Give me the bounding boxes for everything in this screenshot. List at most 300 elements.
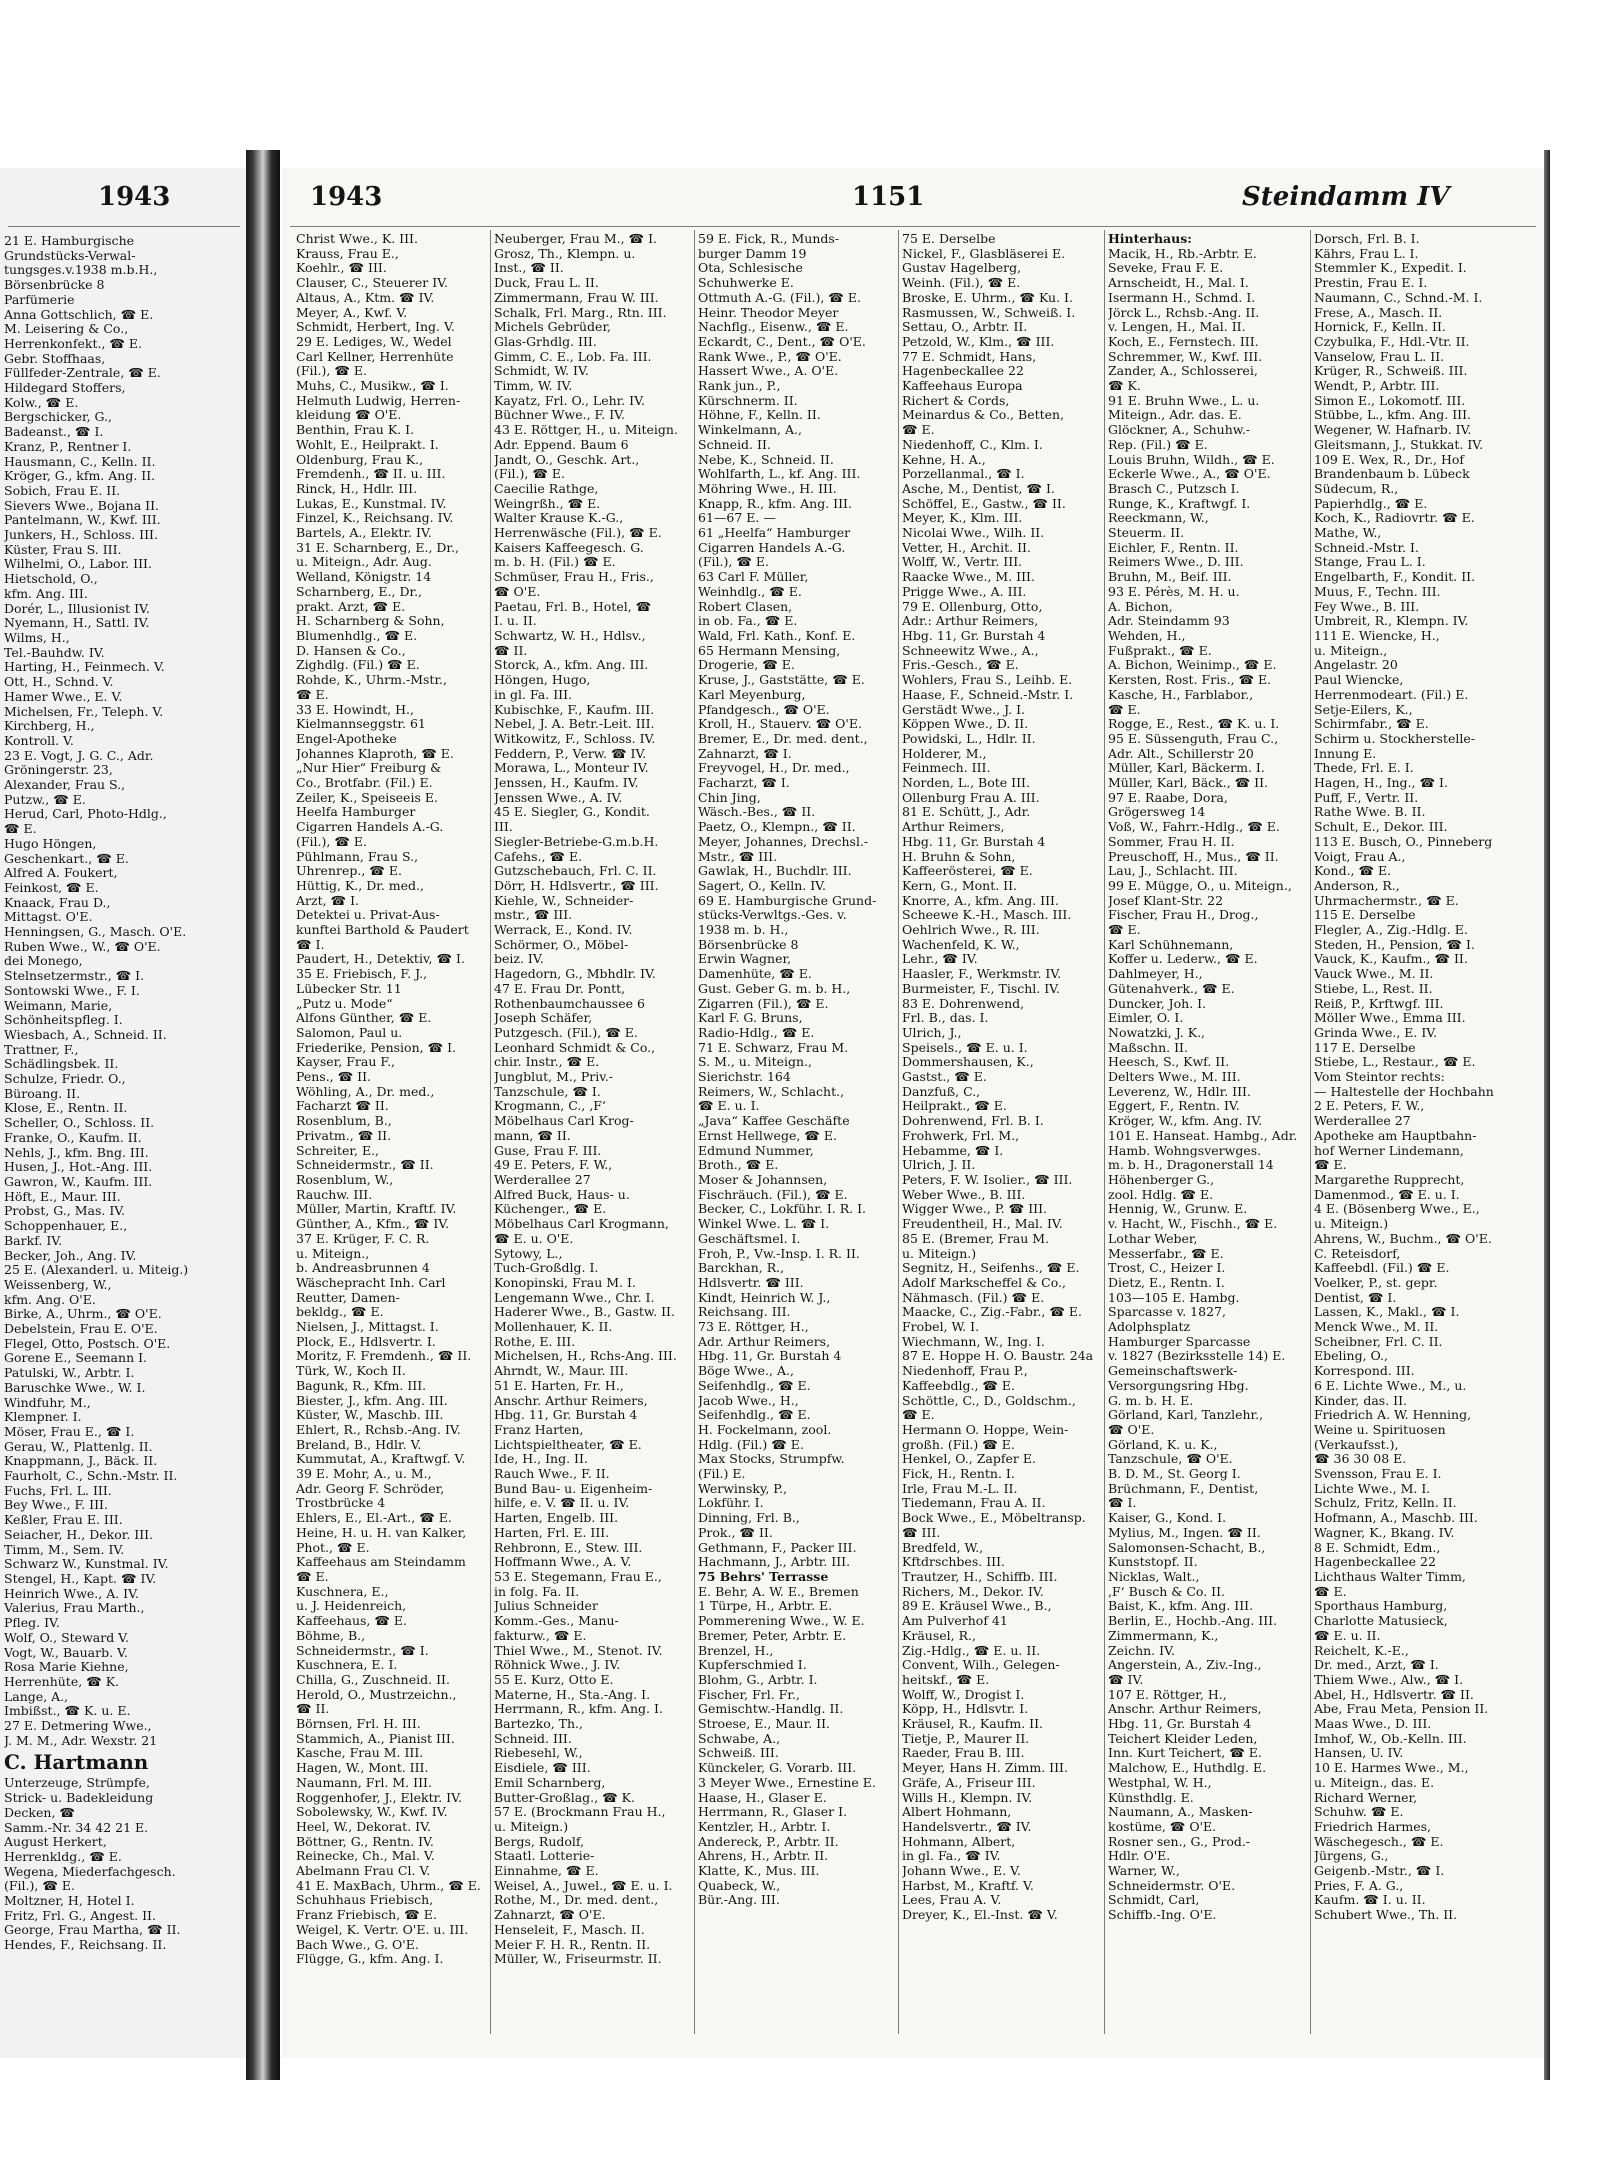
directory-entry-line: Pantelmann, W., Kwf. III. <box>4 513 161 528</box>
left-page <box>0 168 248 2058</box>
directory-entry-line: 91 E. Bruhn Wwe., L. u. <box>1108 393 1260 408</box>
right-page <box>282 168 1544 2058</box>
directory-entry-line: Ruben Wwe., W., ☎ O'E. <box>4 939 161 954</box>
directory-entry-line: Zeiler, K., Speiseeis E. <box>296 790 438 805</box>
directory-entry-line: Adolf Markscheffel & Co., <box>902 1275 1066 1290</box>
directory-entry-line: Speisels., ☎ E. u. I. <box>902 1040 1028 1055</box>
directory-entry-line: Patulski, W., Arbtr. I. <box>4 1366 135 1381</box>
directory-entry-line: m. b. H. (Fil.) ☎ E. <box>494 555 616 570</box>
directory-entry-line: Ott, H., Schnd. V. <box>4 675 114 690</box>
directory-entry-line: Wäsch.-Bes., ☎ II. <box>698 805 816 820</box>
directory-entry-line: Zighdlg. (Fil.) ☎ E. <box>296 658 420 673</box>
directory-entry-line: Görland, Karl, Tanzlehr., <box>1108 1408 1264 1423</box>
directory-entry-line: Powidski, L., Hdlr. II. <box>902 731 1036 746</box>
directory-entry-line: Dörr, H. Hdlsvertr., ☎ III. <box>494 878 659 893</box>
directory-entry-line: Schneewitz Wwe., A., <box>902 643 1039 658</box>
directory-entry-line: Brandenbaum b. Lübeck <box>1314 467 1470 482</box>
directory-entry-line: Reichsang. III. <box>698 1305 791 1320</box>
directory-entry-line: Alfred Buck, Haus- u. <box>494 1187 630 1202</box>
directory-entry-line: Robert Clasen, <box>698 599 793 614</box>
directory-entry-line: Paetau, Frl. B., Hotel, ☎ <box>494 599 652 614</box>
directory-entry-line: 89 E. Kräusel Wwe., B., <box>902 1599 1052 1614</box>
directory-entry-line: Apotheke am Hauptbahn- <box>1314 1128 1477 1143</box>
directory-entry-line: Nyemann, H., Sattl. IV. <box>4 616 150 631</box>
directory-entry-line: Cigarren Handels A.-G. <box>698 540 846 555</box>
directory-entry-line: III. <box>494 820 513 835</box>
directory-entry-line: Carl Kellner, Herrenhüte <box>296 349 454 364</box>
directory-entry-line: Kersten, Rost. Fris., ☎ E. <box>1108 673 1272 688</box>
directory-entry-line: Freyvogel, H., Dr. med., <box>698 761 850 776</box>
directory-entry-line: Damenhüte, ☎ E. <box>698 967 812 982</box>
directory-entry-line: Eckerle Wwe., A., ☎ O'E. <box>1108 467 1271 482</box>
directory-entry-line: Dommershausen, K., <box>902 1055 1034 1070</box>
directory-entry-line: Preuschoff, H., Mus., ☎ II. <box>1108 849 1279 864</box>
directory-entry-line: Kürschnerm. II. <box>698 393 798 408</box>
directory-entry-line: Herud, Carl, Photo-Hdlg., <box>4 807 167 822</box>
directory-entry-line: Kunststopf. II. <box>1108 1555 1198 1570</box>
directory-entry-line: Wäschepracht Inh. Carl <box>296 1275 446 1290</box>
directory-entry-line: Hbg. 11, Gr. Burstah 4 <box>494 1408 638 1423</box>
directory-entry-line: Chilla, G., Zuschneid. II. <box>296 1672 450 1687</box>
directory-entry-line: Warner, W., <box>1108 1864 1180 1879</box>
column-rule <box>1310 230 1311 2034</box>
directory-entry-line: Herrenkonfekt., ☎ E. <box>4 336 143 351</box>
directory-entry-line: Herrmann, R., Glaser I. <box>698 1805 848 1820</box>
directory-entry-line: 37 E. Krüger, F. C. R. <box>296 1231 430 1246</box>
directory-entry-line: Sporthaus Hamburg, <box>1314 1599 1448 1614</box>
directory-entry-line: ☎ E. <box>296 687 329 702</box>
directory-entry-line: Kehne, H. A., <box>902 452 986 467</box>
directory-entry-line: ☎ E. <box>1314 1158 1347 1173</box>
directory-entry-line: Rauch Wwe., F. II. <box>494 1467 610 1482</box>
directory-entry-line: Eichler, F., Rentn. II. <box>1108 540 1239 555</box>
directory-entry-line: Hinterhaus: <box>1108 232 1192 246</box>
directory-entry-line: Wald, Frl. Kath., Konf. E. <box>698 628 856 643</box>
directory-entry-line: Tiedemann, Frau A. II. <box>902 1496 1046 1511</box>
directory-entry-line: Blohm, G., Arbtr. I. <box>698 1672 818 1687</box>
directory-entry-line: Albert Hohmann, <box>902 1805 1012 1820</box>
directory-entry-line: Becker, Joh., Ang. IV. <box>4 1248 137 1263</box>
directory-entry-line: Reimers, W., Schlacht., <box>698 1084 845 1099</box>
directory-entry-line: Steuerm. II. <box>1108 526 1185 541</box>
directory-entry-line: ☎ IV. <box>1108 1672 1144 1687</box>
directory-entry-line: Harten, Engelb. III. <box>494 1511 619 1526</box>
directory-entry-line: Kiehle, W., Schneider- <box>494 893 634 908</box>
directory-entry-line: Möbelhaus Carl Krogmann, <box>494 1217 669 1232</box>
directory-entry-line: Gütenahverk., ☎ E. <box>1108 981 1235 996</box>
directory-entry-line: Stiebe, L., Rest. II. <box>1314 981 1433 996</box>
directory-entry-line: Imbißst., ☎ K. u. E. <box>4 1704 131 1719</box>
directory-entry-line: Lassen, K., Makl., ☎ I. <box>1314 1305 1460 1320</box>
directory-entry-line: Schuhw. ☎ E. <box>1314 1805 1404 1820</box>
directory-entry-line: Stange, Frau L. I. <box>1314 555 1426 570</box>
directory-entry-line: Bock Wwe., E., Möbeltransp. <box>902 1511 1086 1526</box>
directory-entry-line: Fischräuch. (Fil.), ☎ E. <box>698 1187 848 1202</box>
directory-entry-line: 99 E. Mügge, O., u. Miteign., <box>1108 878 1292 893</box>
directory-entry-line: Pfleg. IV. <box>4 1616 60 1631</box>
page-number: 1151 <box>852 182 925 212</box>
directory-entry-line: 33 E. Howindt, H., <box>296 702 414 717</box>
directory-entry-line: Kruse, J., Gaststätte, ☎ E. <box>698 673 865 688</box>
directory-entry-line: Edmund Nummer, <box>698 1143 814 1158</box>
directory-entry-line: Damenmod., ☎ E. u. I. <box>1314 1187 1460 1202</box>
directory-entry-line: 77 E. Schmidt, Hans, <box>902 349 1037 364</box>
directory-entry-line: Gemeinschaftswerk- <box>1108 1364 1238 1379</box>
directory-entry-line: Scheibner, Frl. C. II. <box>1314 1334 1443 1349</box>
directory-entry-line: Schuhhaus Friebisch, <box>296 1893 434 1908</box>
directory-entry-line: Heilprakt., ☎ E. <box>902 1099 1007 1114</box>
directory-entry-line: Kaffeerösterei, ☎ E. <box>902 864 1033 879</box>
directory-entry-line: Oldenburg, Frau K., <box>296 452 424 467</box>
directory-entry-line: Asche, M., Dentist, ☎ I. <box>902 481 1055 496</box>
directory-entry-line: Raeder, Frau B. III. <box>902 1746 1025 1761</box>
directory-entry-line: Werderallee 27 <box>494 1173 591 1187</box>
directory-entry-line: Windfuhr, M., <box>4 1395 91 1410</box>
directory-entry-line: Schulz, Fritz, Kelln. II. <box>1314 1496 1457 1511</box>
directory-entry-line: (Fil.), ☎ E. <box>296 834 367 849</box>
directory-entry-line: Biester, J., kfm. Ang. III. <box>296 1393 448 1408</box>
directory-entry-line: Küchenger., ☎ E. <box>494 1202 607 1217</box>
directory-entry-line: Froh, P., Vw.-Insp. I. R. II. <box>698 1246 860 1261</box>
directory-entry-line: Leverenz, W., Hdlr. III. <box>1108 1084 1251 1099</box>
directory-entry-line: Meyer, Johannes, Drechsl.- <box>698 834 869 849</box>
directory-entry-line: Böttner, G., Rentn. IV. <box>296 1834 434 1849</box>
directory-entry-line: Nähmasch. (Fil.) ☎ E. <box>902 1290 1045 1305</box>
directory-entry-line: Facharzt ☎ II. <box>296 1099 389 1114</box>
directory-entry-line: Knappmann, J., Bäck. II. <box>4 1454 158 1469</box>
directory-entry-line: 6 E. Lichte Wwe., M., u. <box>1314 1378 1467 1393</box>
directory-entry-line: Storck, A., kfm. Ang. III. <box>494 658 649 673</box>
directory-entry-line: Tanzschule, ☎ I. <box>494 1084 601 1099</box>
directory-entry-line: I. u. II. <box>494 614 537 629</box>
directory-entry-line: Möller Wwe., Emma III. <box>1314 1011 1466 1026</box>
directory-entry-line: Herrenhüte, ☎ K. <box>4 1674 120 1689</box>
directory-entry-line: Salomon, Paul u. <box>296 1025 403 1040</box>
directory-entry-line: Ottmuth A.-G. (Fil.), ☎ E. <box>698 290 861 305</box>
directory-entry-line: Grundstücks-Verwal- <box>4 248 136 263</box>
directory-entry-line: Schiffb.-Ing. O'E. <box>1108 1908 1217 1923</box>
directory-entry-line: Vom Steintor rechts: <box>1314 1070 1445 1085</box>
directory-entry-line: Zahnarzt, ☎ I. <box>698 746 792 761</box>
directory-entry-line: Einnahme, ☎ E. <box>494 1864 599 1879</box>
directory-entry-line: 109 E. Wex, R., Dr., Hof <box>1314 452 1465 467</box>
directory-entry-line: Dentist, ☎ I. <box>1314 1290 1397 1305</box>
directory-entry-line: Segnitz, H., Seifenhs., ☎ E. <box>902 1261 1080 1276</box>
directory-entry-line: Schneid.-Mstr. I. <box>1314 540 1419 555</box>
directory-entry-line: Haase, F., Schneid.-Mstr. I. <box>902 687 1074 702</box>
directory-entry-line: Uhrmachermstr., ☎ E. <box>1314 893 1459 908</box>
directory-entry-line: Zeichn. IV. <box>1108 1643 1175 1658</box>
directory-entry-line: Scharnberg, E., Dr., <box>296 584 423 599</box>
directory-entry-line: Max Stocks, Strumpfw. <box>698 1452 845 1467</box>
directory-entry-line: Alfred A. Foukert, <box>4 866 118 881</box>
directory-entry-line: u. Miteign., <box>1314 643 1388 658</box>
directory-entry-line: Lothar Weber, <box>1108 1231 1198 1246</box>
directory-entry-line: Reeckmann, W., <box>1108 511 1209 526</box>
directory-entry-line: Mollenhauer, K. II. <box>494 1320 613 1335</box>
directory-entry-line: Rep. (Fil.) ☎ E. <box>1108 437 1208 452</box>
directory-entry-line: Porzellanmal., ☎ I. <box>902 467 1025 482</box>
directory-entry-line: Vetter, H., Archit. II. <box>902 540 1031 555</box>
directory-entry-line: Küster, W., Maschb. III. <box>296 1408 444 1423</box>
directory-entry-line: Sievers Wwe., Bojana II. <box>4 498 160 513</box>
directory-entry-line: Sierichstr. 164 <box>698 1070 791 1085</box>
directory-entry-line: Jörck L., Rchsb.-Ang. II. <box>1108 305 1260 320</box>
directory-entry-line: Rinck, H., Hdlr. III. <box>296 481 418 496</box>
directory-entry-line: Putzgesch. (Fil.), ☎ E. <box>494 1025 638 1040</box>
directory-entry-line: Abelmann Frau Cl. V. <box>296 1864 431 1879</box>
directory-entry-line: Reichelt, K.-E., <box>1314 1643 1409 1658</box>
directory-entry-line: Settau, O., Arbtr. II. <box>902 320 1028 335</box>
directory-entry-line: Moritz, F. Fremdenh., ☎ II. <box>296 1349 472 1364</box>
directory-entry-line: Gebr. Stoffhaas, <box>4 351 106 366</box>
directory-entry-line: Delters Wwe., M. III. <box>1108 1070 1241 1085</box>
directory-entry-line: Abel, H., Hdlsvertr. ☎ II. <box>1314 1687 1474 1702</box>
directory-entry-line: Nowatzki, J. K., <box>1108 1025 1206 1040</box>
directory-entry-line: Hbg. 11, Gr. Burstah 4 <box>698 1349 842 1364</box>
directory-entry-line: Bach Wwe., G. O'E. <box>296 1937 419 1952</box>
directory-entry-line: Friederike, Pension, ☎ I. <box>296 1040 457 1055</box>
directory-entry-line: Fuchs, Frl. L. III. <box>4 1483 112 1498</box>
directory-entry-line: ☎ E. <box>1108 923 1141 938</box>
directory-entry-line: Altaus, A., Ktm. ☎ IV. <box>296 290 435 305</box>
directory-entry-line: Rosenblum, W., <box>296 1173 394 1187</box>
directory-entry-line: Hendes, F., Reichsang. II. <box>4 1938 167 1953</box>
directory-entry-line: Kasche, Frau M. III. <box>296 1746 424 1761</box>
directory-entry-line: Alexander, Frau S., <box>4 778 126 793</box>
directory-entry-line: Gethmann, F., Packer III. <box>698 1540 857 1555</box>
directory-entry-line: Sobich, Frau E. II. <box>4 483 121 498</box>
directory-entry-line: Ulrich, J. II. <box>902 1158 976 1173</box>
directory-entry-line: Reimers Wwe., D. III. <box>1108 555 1244 570</box>
directory-entry-line: Füllfeder-Zentrale, ☎ E. <box>4 366 161 381</box>
directory-entry-line: Kaffeehaus Europa <box>902 379 1023 394</box>
directory-entry-line: Hermann O. Hoppe, Wein- <box>902 1422 1069 1437</box>
directory-entry-line: Weingrßh., ☎ E. <box>494 496 601 511</box>
directory-entry-line: Ahrens, H., Arbtr. II. <box>698 1849 829 1864</box>
directory-entry-line: Eisdiele, ☎ III. <box>494 1761 591 1776</box>
directory-entry-line: Kaufm. ☎ I. u. II. <box>1314 1893 1426 1908</box>
directory-entry-line: Lichte Wwe., M. I. <box>1314 1481 1431 1496</box>
directory-entry-line: Mathe, W., <box>1314 526 1382 541</box>
directory-entry-line: Hildegard Stoffers, <box>4 381 126 396</box>
directory-entry-line: Caecilie Rathge, <box>494 481 599 496</box>
directory-entry-line: Hornick, F., Kelln. II. <box>1314 320 1446 335</box>
directory-entry-line: Eimler, O. I. <box>1108 1011 1184 1026</box>
directory-entry-line: Ulrich, J., <box>902 1025 962 1040</box>
directory-entry-line: ☎ III. <box>902 1525 941 1540</box>
directory-entry-line: Eggert, F., Rentn. IV. <box>1108 1099 1240 1114</box>
directory-entry-line: Knorre, A., kfm. Ang. III. <box>902 893 1059 908</box>
directory-entry-line: Scheller, O., Schloss. II. <box>4 1116 155 1131</box>
directory-entry-line: Seifenhdlg., ☎ E. <box>698 1378 811 1393</box>
directory-entry-line: Macik, H., Rb.-Arbtr. E. <box>1108 246 1257 261</box>
directory-entry-line: Staatl. Lotterie- <box>494 1849 595 1864</box>
directory-entry-line: u. Miteign.) <box>494 1819 569 1834</box>
directory-entry-line: 1938 m. b. H., <box>698 923 789 938</box>
directory-entry-line: u. Miteign., <box>296 1246 370 1261</box>
directory-entry-line: Pfandgesch., ☎ O'E. <box>698 702 830 717</box>
directory-entry-line: mstr., ☎ III. <box>494 908 573 923</box>
directory-entry-line: Peters, F. W. Isolier., ☎ III. <box>902 1173 1073 1187</box>
directory-entry-line: in gl. Fa. III. <box>494 687 572 702</box>
directory-entry-line: C. Reteisdorf, <box>1314 1246 1401 1261</box>
directory-entry-line: Schulze, Friedr. O., <box>4 1072 126 1087</box>
directory-entry-line: Keßler, Frau E. III. <box>4 1513 123 1528</box>
directory-entry-line: Prestin, Frau E. I. <box>1314 276 1428 291</box>
directory-entry-line: Hdlg. (Fil.) ☎ E. <box>698 1437 804 1452</box>
directory-entry-line: Miteign., Adr. das. E. <box>1108 408 1242 423</box>
directory-entry-line: Schneid. III. <box>494 1731 572 1746</box>
directory-entry-line: Roggenhofer, J., Elektr. IV. <box>296 1790 462 1805</box>
directory-entry-line: Cigarren Handels A.-G. <box>296 820 444 835</box>
directory-entry-line: 107 E. Röttger, H., <box>1108 1687 1227 1702</box>
directory-entry-line: Rank Wwe., P., ☎ O'E. <box>698 349 842 364</box>
directory-entry-line: Dorsch, Frl. B. I. <box>1314 232 1420 246</box>
directory-entry-line: Hagen, W., Mont. III. <box>296 1761 429 1776</box>
directory-entry-line: Wendt, P., Arbtr. III. <box>1314 379 1440 394</box>
directory-entry-line: Nebe, K., Schneid. II. <box>698 452 834 467</box>
directory-entry-line: Hamburger Sparcasse <box>1108 1334 1251 1349</box>
directory-entry-line: kfm. Ang. O'E. <box>4 1292 96 1307</box>
directory-entry-line: Rosa Marie Kiehne, <box>4 1660 129 1675</box>
directory-entry-line: Kontroll. V. <box>4 733 74 748</box>
directory-entry-line: Friedrich Harmes, <box>1314 1819 1432 1834</box>
directory-entry-line: Muhs, C., Musikw., ☎ I. <box>296 379 449 394</box>
directory-entry-line: Müller, Karl, Bäckerm. I. <box>1108 761 1265 776</box>
directory-entry-line: Samm.-Nr. 34 42 21 E. <box>4 1820 149 1835</box>
directory-entry-line: Hebamme, ☎ I. <box>902 1143 1004 1158</box>
directory-entry-line: Welland, Königstr. 14 <box>296 570 432 585</box>
directory-entry-line: Ahrens, W., Buchm., ☎ O'E. <box>1314 1231 1492 1246</box>
directory-entry-line: Böge Wwe., A., <box>698 1364 794 1379</box>
directory-entry-line: Wohlt, E., Heilprakt. I. <box>296 437 439 452</box>
directory-entry-line: Josef Klant-Str. 22 <box>1108 893 1224 908</box>
directory-entry-line: Börsenbrücke 8 <box>4 278 105 293</box>
directory-entry-line: ☎ II. <box>494 643 528 658</box>
directory-entry-line: Rothe, E. III. <box>494 1334 576 1349</box>
directory-entry-line: Detektei u. Privat-Aus- <box>296 908 440 923</box>
directory-entry-line: Bey Wwe., F. III. <box>4 1498 108 1513</box>
directory-entry-line: 10 E. Harmes Wwe., M., <box>1314 1761 1469 1776</box>
directory-entry-line: Lichtspieltheater, ☎ E. <box>494 1437 642 1452</box>
directory-entry-line: Küster, Frau S. III. <box>4 542 122 557</box>
directory-column-6 <box>1314 232 1530 2038</box>
directory-entry-line: Pries, F. A. G., <box>1314 1878 1404 1893</box>
directory-entry-line: Muus, F., Techn. III. <box>1314 584 1441 599</box>
directory-entry-line: Röhnick Wwe., J. IV. <box>494 1658 621 1673</box>
directory-entry-line: 69 E. Hamburgische Grund- <box>698 893 877 908</box>
directory-entry-line: Kayatz, Frl. O., Lehr. IV. <box>494 393 645 408</box>
directory-entry-line: Phot., ☎ E. <box>296 1540 370 1555</box>
directory-entry-line: Drogerie, ☎ E. <box>698 658 795 673</box>
directory-entry-line: Prigge Wwe., A. III. <box>902 584 1027 599</box>
directory-entry-line: Dietz, E., Rentn. I. <box>1108 1275 1225 1290</box>
directory-entry-line: Nachflg., Eisenw., ☎ E. <box>698 320 849 335</box>
directory-entry-line: H. Scharnberg & Sohn, <box>296 614 445 629</box>
directory-entry-line: Radio-Hdlg., ☎ E. <box>698 1025 815 1040</box>
directory-entry-line: Lehr., ☎ IV. <box>902 952 978 967</box>
directory-entry-line: Schörmer, O., Möbel- <box>494 937 629 952</box>
directory-entry-line: Winkel Wwe. L. ☎ I. <box>698 1217 830 1232</box>
directory-entry-line: Wagner, K., Bkang. IV. <box>1314 1525 1455 1540</box>
directory-entry-line: Fremdenh., ☎ II. u. III. <box>296 467 446 482</box>
directory-entry-line: Büchner Wwe., F. IV. <box>494 408 625 423</box>
directory-entry-line: 27 E. Detmering Wwe., <box>4 1719 152 1734</box>
directory-entry-line: „Putz u. Mode“ <box>296 996 393 1011</box>
directory-entry-line: u. Miteign.) <box>1314 1217 1389 1232</box>
directory-entry-line: Cafehs., ☎ E. <box>494 849 583 864</box>
directory-entry-line: „Java“ Kaffee Geschäfte <box>698 1114 850 1129</box>
directory-entry-line: 79 E. Ollenburg, Otto, <box>902 599 1043 614</box>
directory-entry-line: burger Damm 19 <box>698 246 807 261</box>
directory-entry-line: Stelnsetzermstr., ☎ I. <box>4 969 145 984</box>
directory-entry-line: Pens., ☎ II. <box>296 1070 372 1085</box>
directory-entry-line: Badeanst., ☎ I. <box>4 425 104 440</box>
directory-entry-line: Herold, O., Mustrzeichn., <box>296 1687 457 1702</box>
directory-entry-line: Gräfe, A., Friseur III. <box>902 1775 1036 1790</box>
directory-entry-line: Lau, J., Schlacht. III. <box>1108 864 1238 879</box>
directory-entry-line: Fris.-Gesch., ☎ E. <box>902 658 1019 673</box>
directory-entry-line: Paetz, O., Klempn., ☎ II. <box>698 820 856 835</box>
directory-entry-line: Adolphsplatz <box>1108 1320 1191 1335</box>
directory-entry-line: Kftdrschbes. III. <box>902 1555 1005 1570</box>
directory-entry-line: Bruhn, M., Beif. III. <box>1108 570 1232 585</box>
directory-entry-line: Kern, G., Mont. II. <box>902 878 1018 893</box>
directory-entry-line: Schönheitspfleg. I. <box>4 1013 123 1028</box>
directory-entry-line: v. Lengen, H., Mal. II. <box>1108 320 1246 335</box>
directory-entry-line: Wolff, W., Drogist I. <box>902 1687 1025 1702</box>
directory-entry-line: Gröningerstr. 23, <box>4 763 113 778</box>
directory-entry-line: Görland, K. u. K., <box>1108 1437 1218 1452</box>
directory-entry-line: Richard Werner, <box>1314 1790 1418 1805</box>
directory-entry-line: A. Bichon, Weinimp., ☎ E. <box>1108 658 1277 673</box>
directory-entry-line: Neuberger, Frau M., ☎ I. <box>494 232 658 246</box>
directory-entry-line: Lengemann Wwe., Chr. I. <box>494 1290 655 1305</box>
directory-entry-line: H. Bruhn & Sohn, <box>902 849 1016 864</box>
directory-entry-line: Duck, Frau L. II. <box>494 276 599 291</box>
directory-entry-line: ☎ E. u. I. <box>698 1099 760 1114</box>
directory-entry-line: Engelbarth, F., Kondit. II. <box>1314 570 1476 585</box>
directory-entry-line: dei Monego, <box>4 954 83 969</box>
directory-entry-line: Birke, A., Uhrm., ☎ O'E. <box>4 1307 162 1322</box>
directory-entry-line: Jungblut, M., Priv.- <box>494 1070 614 1085</box>
directory-entry-line: u. Miteign.) <box>902 1246 977 1261</box>
directory-entry-line: Stammich, A., Pianist III. <box>296 1731 455 1746</box>
directory-entry-line: Stiebe, L., Restaur., ☎ E. <box>1314 1055 1476 1070</box>
directory-entry-line: Krogmann, C., ‚F‘ <box>494 1099 606 1114</box>
directory-entry-line: 2 E. Peters, F. W., <box>1314 1099 1425 1114</box>
directory-entry-line: 43 E. Röttger, H., u. Miteign. <box>494 423 678 438</box>
directory-entry-line: Franz Friebisch, ☎ E. <box>296 1908 437 1923</box>
directory-entry-line: Schöttle, C., D., Goldschm., <box>902 1393 1076 1408</box>
directory-entry-line: Michels Gebrüder, <box>494 320 612 335</box>
directory-entry-line: Henseleit, F., Masch. II. <box>494 1922 645 1937</box>
directory-entry-line: Lukas, E., Kunstmal. IV. <box>296 496 447 511</box>
directory-entry-line: 85 E. (Bremer, Frau M. <box>902 1231 1050 1246</box>
directory-entry-line: 41 E. MaxBach, Uhrm., ☎ E. <box>296 1878 481 1893</box>
directory-entry-line: 57 E. (Brockmann Frau H., <box>494 1805 666 1820</box>
directory-entry-line: Komm.-Ges., Manu- <box>494 1614 619 1629</box>
directory-entry-line: Hansen, U. IV. <box>1314 1746 1404 1761</box>
directory-entry-line: Schmidt, W. IV. <box>494 364 589 379</box>
directory-entry-line: Schmüser, Frau H., Fris., <box>494 570 654 585</box>
directory-entry-line: 117 E. Derselbe <box>1314 1040 1416 1055</box>
directory-entry-line: großh. (Fil.) ☎ E. <box>902 1437 1015 1452</box>
directory-entry-line: Anschr. Arthur Reimers, <box>494 1393 648 1408</box>
directory-entry-line: Christ Wwe., K. III. <box>296 232 418 246</box>
directory-entry-line: Bür.-Ang. III. <box>698 1893 780 1908</box>
